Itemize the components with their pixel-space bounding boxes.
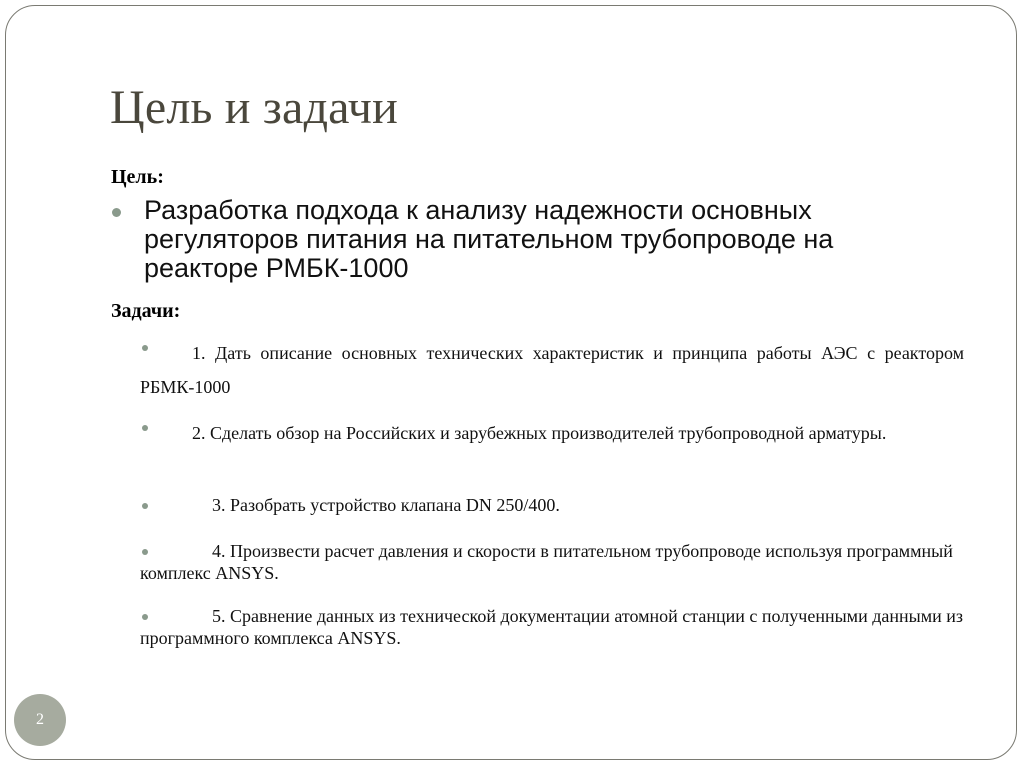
task-item-4	[140, 540, 964, 584]
task-text	[140, 494, 964, 516]
task-text	[140, 540, 964, 584]
task-description: Сделать обзор на Российских и зарубежных производителей трубопроводной арматуры.	[210, 423, 887, 443]
task-item-3	[140, 494, 964, 516]
task-number: 1.	[192, 343, 206, 363]
bullet-icon	[112, 208, 121, 217]
task-number: 4.	[212, 541, 226, 561]
goal-heading: Цель:	[111, 166, 164, 188]
task-number: 3.	[212, 495, 226, 515]
bullet-icon	[142, 425, 148, 431]
bullet-icon	[142, 345, 148, 351]
task-description: Произвести расчет давления и скорости в питательном трубопроводе используя программный комплекс ANSYS.	[140, 541, 953, 583]
tasks-heading: Задачи:	[111, 300, 181, 322]
bullet-icon	[142, 614, 148, 620]
bullet-icon	[142, 503, 148, 509]
task-text	[140, 336, 964, 404]
task-description: Разобрать устройство клапана DN 250/400.	[230, 495, 560, 515]
slide-title: Цель и задачи	[110, 81, 398, 134]
page-number-badge: 2	[14, 694, 66, 746]
task-description: Дать описание основных технических характеристик и принципа работы АЭС с реактором РБМК-1000	[140, 343, 964, 397]
goal-text: Разработка подхода к анализу надежности основных регуляторов питания на питательном трубопроводе на реакторе РМБК-1000	[144, 195, 834, 283]
task-item-5	[140, 605, 964, 649]
task-item-1	[140, 336, 964, 404]
task-text	[140, 416, 964, 450]
task-description: Сравнение данных из технической документации атомной станции с полученными данными из программного комплекса ANSYS.	[140, 606, 963, 648]
task-number: 5.	[212, 606, 226, 626]
task-text	[140, 605, 964, 649]
task-number: 2.	[192, 423, 206, 443]
bullet-icon	[142, 549, 148, 555]
task-item-2	[140, 416, 964, 450]
